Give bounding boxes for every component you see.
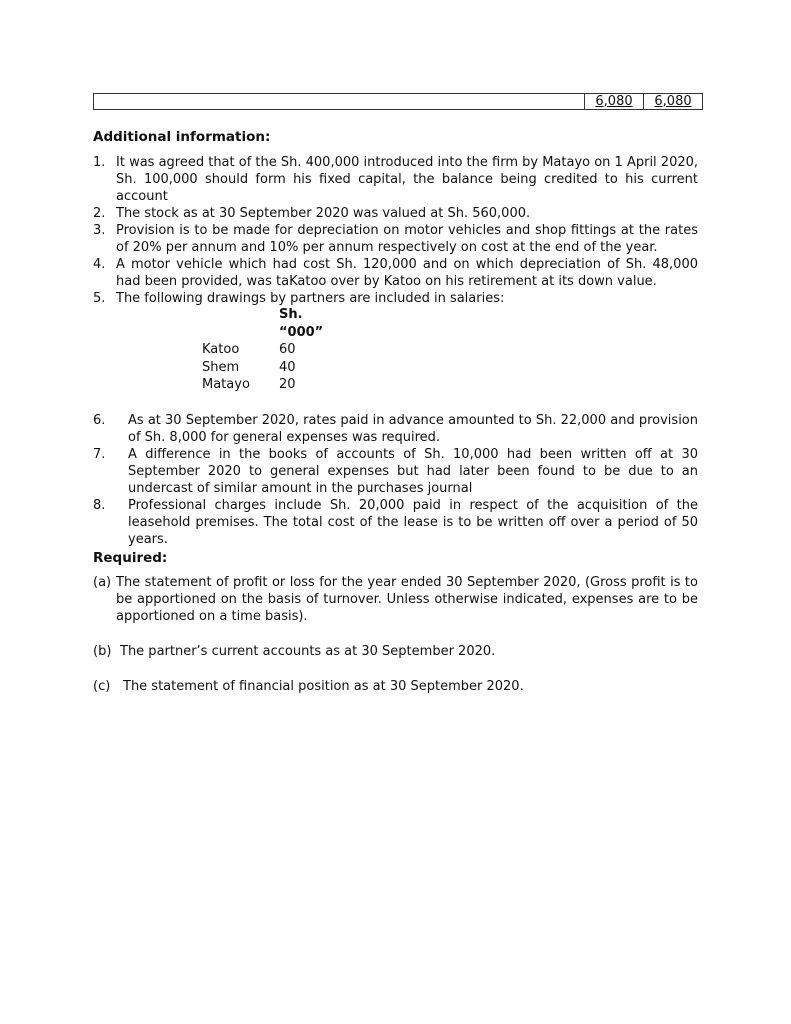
- totals-blank-cell: [94, 94, 584, 109]
- required-label: (a): [93, 575, 112, 590]
- info-item: [93, 290, 698, 307]
- info-item-text: A motor vehicle which had cost Sh. 120,000 and on which depreciation of Sh. 48,000 had been provided, was taKatoo over by Katoo on his retirement at its down value.: [116, 257, 698, 289]
- info-item-text: The stock as at 30 September 2020 was valued at Sh. 560,000.: [116, 206, 531, 221]
- required-label: (c): [93, 679, 111, 694]
- additional-info-heading: Additional information:: [93, 129, 271, 145]
- info-item-text: As at 30 September 2020, rates paid in advance amounted to Sh. 22,000 and provision of Sh. 8,000 for general expenses was required.: [128, 413, 698, 445]
- totals-row: [93, 93, 703, 110]
- drawings-row: [202, 341, 323, 359]
- drawings-header-row: [202, 324, 323, 342]
- info-item-number: 8.: [93, 498, 106, 513]
- info-item-text: It was agreed that of the Sh. 400,000 introduced into the firm by Matayo on 1 April 2020, Sh. 100,000 should form his fixed capital, the balance being credited to his current account: [116, 155, 699, 204]
- info-item-number: 6.: [93, 413, 106, 428]
- info-item-text: A difference in the books of accounts of Sh. 10,000 had been written off at 30 September 2020 to general expenses but had later been found to be due to an undercast of similar amount in the purchases journal: [128, 447, 698, 496]
- total-credit-cell: [643, 94, 702, 109]
- drawings-row: [202, 376, 323, 394]
- info-item: [93, 412, 698, 446]
- info-item-number: 3.: [93, 223, 106, 238]
- required-heading: Required:: [93, 550, 168, 566]
- info-item-number: 2.: [93, 206, 106, 221]
- info-item-number: 7.: [93, 447, 106, 462]
- drawings-row: [202, 359, 323, 377]
- info-item: [93, 446, 698, 497]
- additional-info-list: [93, 154, 698, 307]
- additional-info-list-continued: [93, 412, 698, 548]
- partner-name: Matayo: [202, 377, 250, 392]
- drawings-header-row: [202, 306, 323, 324]
- required-text: The statement of profit or loss for the year ended 30 September 2020, (Gross profit is to be apportioned on the basis of turnover. Unless otherwise indicated, expenses are to be apportioned on a time basis).: [116, 575, 698, 624]
- info-item-text: Professional charges include Sh. 20,000 paid in respect of the acquisition of the leasehold premises. The total cost of the lease is to be written off over a period of 50 years.: [128, 498, 698, 547]
- info-item: [93, 222, 698, 256]
- info-item-number: 1.: [93, 155, 106, 170]
- info-item-number: 4.: [93, 257, 106, 272]
- partner-drawings: 60: [279, 342, 296, 357]
- drawings-header-units: “000”: [279, 324, 324, 340]
- required-item-a: [93, 574, 698, 625]
- partner-drawings: 20: [279, 377, 296, 392]
- drawings-header-currency: Sh.: [279, 307, 303, 322]
- partner-name: Katoo: [202, 342, 240, 357]
- info-item-text: The following drawings by partners are included in salaries:: [116, 291, 505, 306]
- partner-name: Shem: [202, 359, 240, 375]
- info-item: [93, 205, 698, 222]
- partner-drawings: 40: [279, 359, 296, 375]
- info-item-text: Provision is to be made for depreciation on motor vehicles and shop fittings at the rates of 20% per annum and 10% per annum respectively on cost at the end of the year.: [116, 223, 698, 255]
- drawings-table: [202, 306, 323, 394]
- total-debit-cell: [584, 94, 643, 109]
- info-item: [93, 154, 698, 205]
- info-item-number: 5.: [93, 291, 106, 306]
- info-item: [93, 256, 698, 290]
- total-debit: 6,080: [595, 94, 633, 109]
- required-text: The statement of financial position as at 30 September 2020.: [123, 679, 524, 694]
- total-credit: 6,080: [654, 94, 692, 109]
- required-label: (b): [93, 644, 112, 659]
- required-text: The partner’s current accounts as at 30 September 2020.: [120, 644, 496, 659]
- info-item: [93, 497, 698, 548]
- required-item-c: [93, 678, 698, 695]
- required-item-b: [93, 643, 698, 660]
